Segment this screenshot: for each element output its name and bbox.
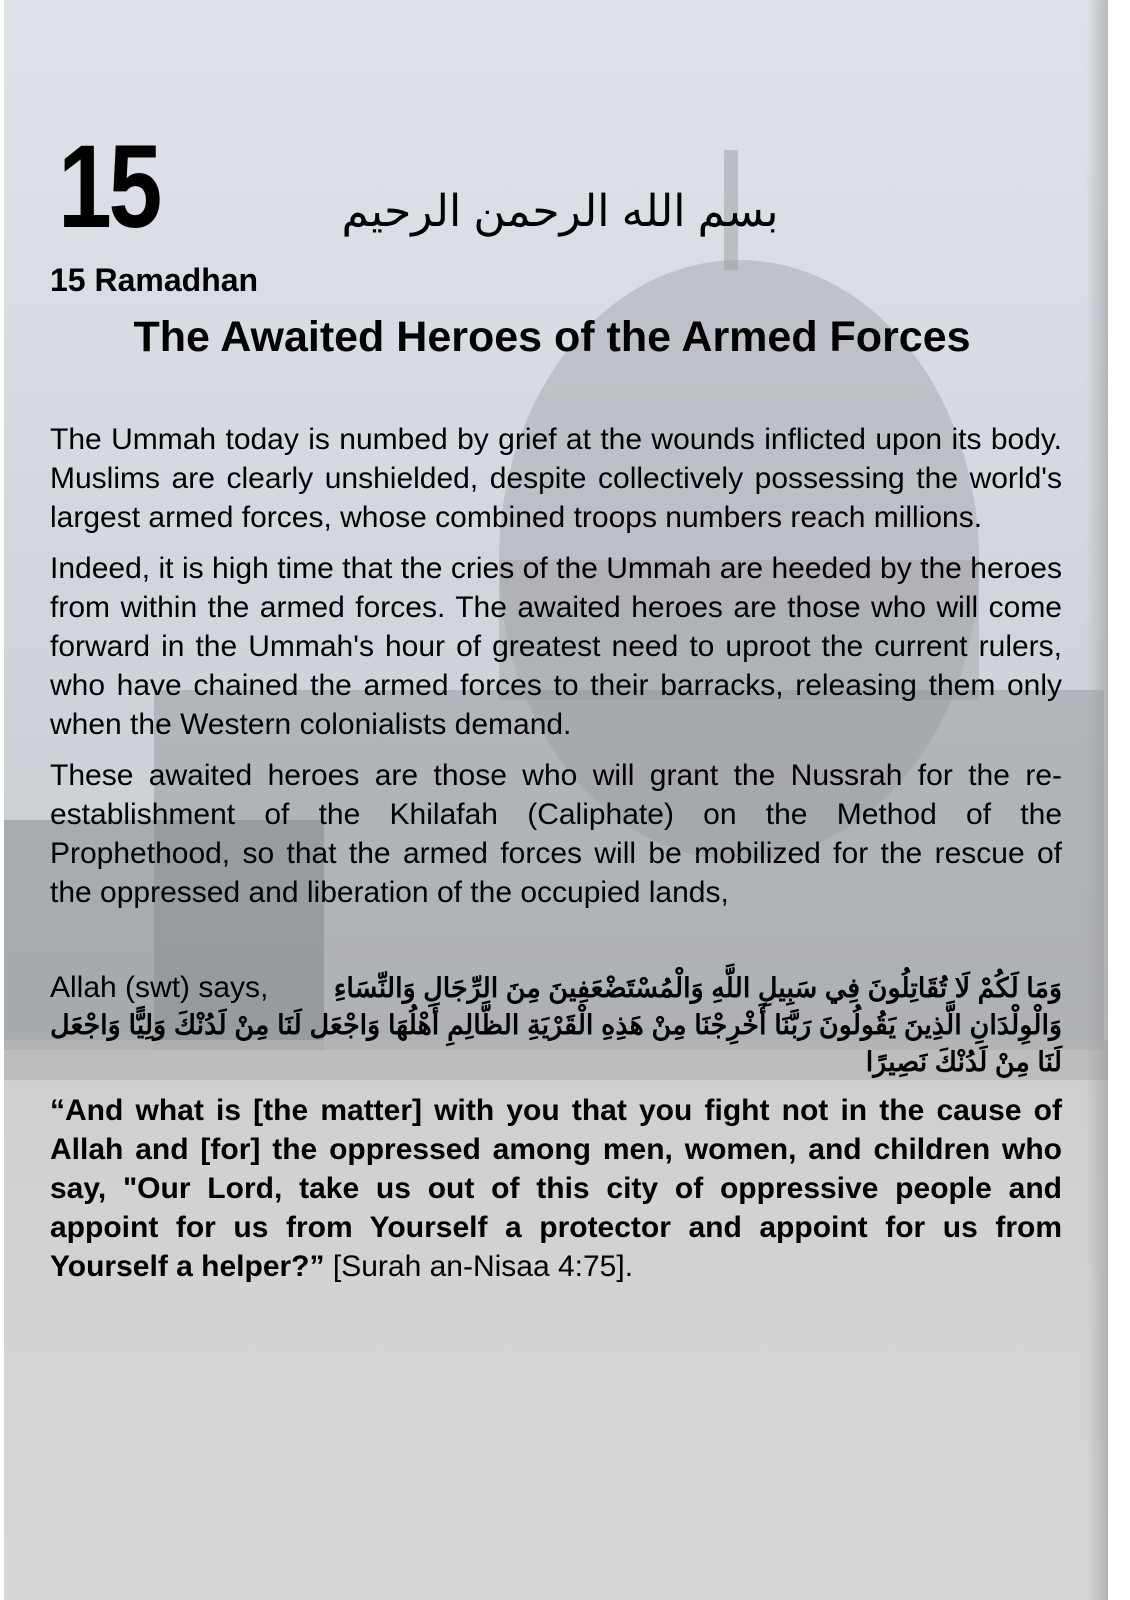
quran-quote — [50, 969, 1062, 1286]
day-label: 15 Ramadhan — [50, 262, 259, 298]
translation-text: “And what is [the matter] with you that you fight not in the cause of Allah and [for] the oppressed among men, women, and children who say, "Our Lord, take us out of this city of oppressive people and appoint for us from Yourself a protector and appoint for us from Yourself a helper?” — [50, 1094, 1062, 1283]
paragraph-3: These awaited heroes are those who will grant the Nussrah for the re-establishment of the Khilafah (Caliphate) on the Method of the Prophethood, so that the armed forces will be mobilized for the rescue of the oppressed and liberation of the occupied lands, — [50, 759, 1062, 909]
arabic-verse-rest: وَالْوِلْدَانِ الَّذِينَ يَقُولُونَ رَبَّنَا أَخْرِجْنَا مِنْ هَذِهِ الْقَرْيَةِ الظَّالِمِ أَهْلُهَا وَاجْعَل لَنَا مِنْ لَدُنْكَ وَلِيًّا وَاجْعَل لَنَا مِنْ لَدُنْكَ نَصِيرًا — [50, 1010, 1062, 1077]
arabic-verse-line-1: وَمَا لَكُمْ لَا تُقَاتِلُونَ فِي سَبِيلِ اللَّهِ وَالْمُسْتَضْعَفِينَ مِنَ الرِّجَالِ وَالنِّسَاءِ — [333, 973, 1062, 1003]
paragraph-1: The Ummah today is numbed by grief at the wounds inflicted upon its body. Muslims are clearly unshielded, despite collectively possessing the world's largest armed forces, whose combined troops numbers reach millions. — [50, 423, 1062, 534]
page-title: The Awaited Heroes of the Armed Forces — [133, 313, 971, 361]
page-edge-shadow — [1086, 0, 1108, 1600]
day-number: 15 — [58, 121, 160, 253]
verse-translation — [50, 1091, 1062, 1286]
article-body — [50, 420, 1062, 1286]
quote-first-line — [50, 969, 1062, 1007]
basmala: بسم الله الرحمن الرحيم — [341, 187, 779, 236]
surah-reference: [Surah an-Nisaa 4:75]. — [332, 1250, 634, 1283]
quote-intro: Allah (swt) says, — [50, 971, 269, 1004]
paragraph-2: Indeed, it is high time that the cries of the Ummah are heeded by the heroes from within the armed forces. The awaited heroes are those who will come forward in the Ummah's hour of greatest need to uproot the current rulers, who have chained the armed forces to their barracks, releasing them only when the Western colonialists demand. — [50, 552, 1062, 741]
